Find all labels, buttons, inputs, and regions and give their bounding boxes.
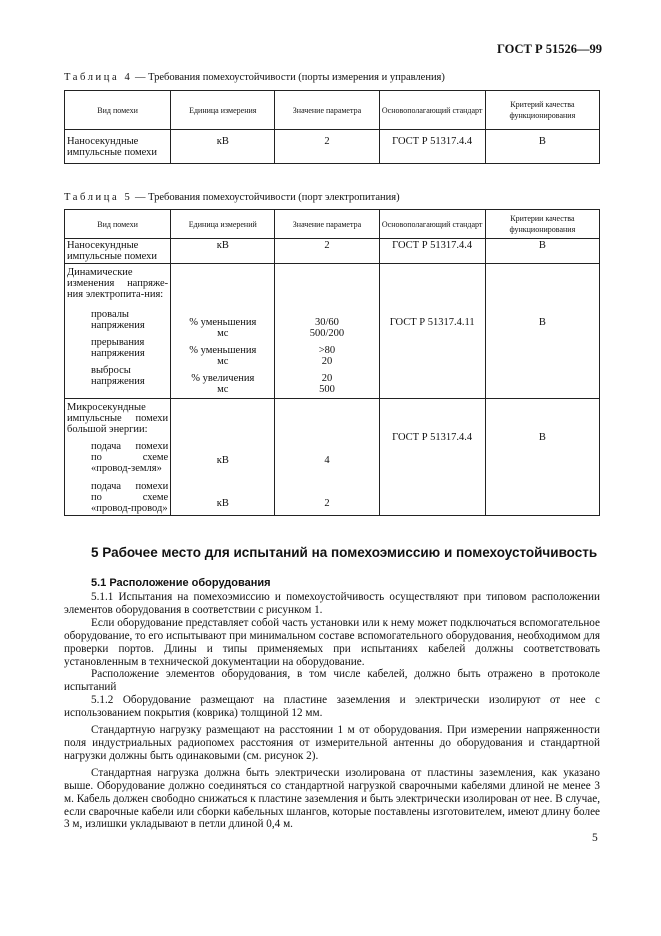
dips-label: провалы напряжения [91, 309, 145, 331]
paragraph: Если оборудование представляет собой часть установки или к нему может подключаться вспомогательное оборудование, то его испытывают при минимальном составе вспомогательного оборудования, необходимом для проверки портов. Длины и типы применяемых при испытаниях кабелей должны соответствовать установленным в технической документации на оборудование. [64, 616, 600, 668]
table4-cell-value: 2 [275, 130, 379, 164]
table5-cell-standard: ГОСТ Р 51317.4.4 [379, 399, 485, 516]
table5-header: Критерии качества функционирования [485, 210, 599, 239]
table5-cell-value [275, 264, 379, 399]
table5-cell-type [65, 399, 171, 516]
dips-unit-percent: % уменьшения [189, 317, 257, 328]
table5-caption-text: — Требования помехоустойчивости (порт электропитания) [132, 192, 400, 203]
table5-caption [64, 192, 400, 203]
table5-cell-unit [171, 399, 275, 516]
dips-value-ms: 500/200 [309, 328, 345, 339]
dynamic-changes-label: Динамические изменения напряже-ния электропита-ния: [67, 267, 169, 300]
table4-header: Вид помехи [65, 91, 171, 130]
table4-caption [64, 72, 445, 83]
subsection-5-1-title: 5.1 Расположение оборудования [91, 577, 271, 589]
table5-cell-standard: ГОСТ Р 51317.4.4 [379, 239, 485, 264]
table5-cell-value [275, 399, 379, 516]
table4 [64, 90, 600, 164]
page-number: 5 [592, 832, 598, 844]
table4-cell-criterion: В [485, 130, 599, 164]
table5-header: Значение параметра [275, 210, 379, 239]
surges-value-ms: 500 [319, 384, 335, 395]
table5-row-nanosecond [65, 239, 600, 264]
line-ground-value: 4 [324, 455, 330, 466]
table5-row-dynamic [65, 264, 600, 399]
line-ground-unit: кВ [216, 455, 229, 466]
table4-header-row [65, 91, 600, 130]
table5-header: Основополагающий стандарт [379, 210, 485, 239]
table5 [64, 209, 600, 516]
document-code: ГОСТ Р 51526—99 [497, 42, 603, 56]
section-5-body [64, 591, 600, 831]
surges-value-percent: 20 [321, 373, 333, 384]
table4-header: Значение параметра [275, 91, 379, 130]
table4-caption-label: Таблица 4 [64, 72, 133, 83]
table5-row-microsecond [65, 399, 600, 516]
table5-cell-criterion: В [485, 239, 599, 264]
line-line-value: 2 [324, 498, 330, 509]
table4-header: Основополагающий стандарт [379, 91, 485, 130]
table4-cell-type: Наносекундные импульсные помехи [65, 130, 171, 164]
table4-header: Единица измерения [171, 91, 275, 130]
table4-cell-unit: кВ [171, 130, 275, 164]
table5-cell-unit [171, 264, 275, 399]
table4-cell-standard: ГОСТ Р 51317.4.4 [379, 130, 485, 164]
line-line-label: подача помехи по схеме «провод-провод» [91, 481, 169, 514]
table4-caption-text: — Требования помехоустойчивости (порты измерения и управления) [132, 72, 445, 83]
line-line-unit: кВ [216, 498, 229, 509]
table5-cell-standard: ГОСТ Р 51317.4.11 [379, 264, 485, 399]
paragraph: Стандартная нагрузка должна быть электрически изолирована от пластины заземления, как указано выше. Оборудование должно соединяться со стандартной нагрузкой сварочными кабелями длиной не менее 3 м. Кабель должен свободно снижаться к пластине заземления и быть электрически изолирован от нее. В случае, если сварочные кабели или сборки кабельных шлангов, которые поставлены изготовителем, имеют длину более 3 м, излишки укладывают в петли длиной 0,4 м. [64, 766, 600, 831]
table5-caption-label: Таблица 5 [64, 192, 133, 203]
surges-unit-ms: мс [217, 384, 229, 395]
table5-cell-type: Наносекундные импульсные помехи [65, 239, 171, 264]
line-ground-label: подача помехи по схеме «провод-земля» [91, 441, 169, 474]
microsecond-label: Микросекундные импульсные помехи большой энергии: [67, 402, 169, 435]
interruptions-label: прерывания напряжения [91, 337, 145, 359]
table5-header: Вид помехи [65, 210, 171, 239]
section-5-title: 5 Рабочее место для испытаний на помехоэмиссию и помехоустойчивость [91, 545, 598, 560]
dips-unit-ms: мс [217, 328, 229, 339]
paragraph: Расположение элементов оборудования, в том числе кабелей, должно быть отражено в протоколе испытаний [64, 668, 600, 694]
interruptions-unit-ms: мс [217, 356, 229, 367]
table5-cell-value: 2 [275, 239, 379, 264]
interruptions-value-percent: >80 [318, 345, 336, 356]
table5-cell-criterion: В [485, 264, 599, 399]
table4-row [65, 130, 600, 164]
surges-unit-percent: % увеличения [191, 373, 255, 384]
table5-cell-unit: кВ [171, 239, 275, 264]
table5-header-row [65, 210, 600, 239]
dips-value-percent: 30/60 [315, 317, 339, 328]
table5-cell-criterion: В [485, 399, 599, 516]
table4-header: Критерий качества функционирования [485, 91, 599, 130]
interruptions-unit-percent: % уменьшения [189, 345, 257, 356]
table5-header: Единица измерений [171, 210, 275, 239]
paragraph: 5.1.2 Оборудование размещают на пластине заземления и электрически изолируют от нее с использованием покрытия (коврика) толщиной 12 мм. [64, 694, 600, 720]
interruptions-value-ms: 20 [321, 356, 333, 367]
paragraph: 5.1.1 Испытания на помехоэмиссию и помехоустойчивость осуществляют при типовом расположении элементов оборудования в соответствии с рисунком 1. [64, 591, 600, 616]
table5-cell-type [65, 264, 171, 399]
paragraph: Стандартную нагрузку размещают на расстоянии 1 м от оборудования. При измерении напряженности поля индустриальных радиопомех расстояния от измерительной антенны до оборудования и стандартной нагрузки должны быть одинаковыми (см. рисунок 2). [64, 724, 600, 762]
surges-label: выбросы напряжения [91, 365, 145, 387]
